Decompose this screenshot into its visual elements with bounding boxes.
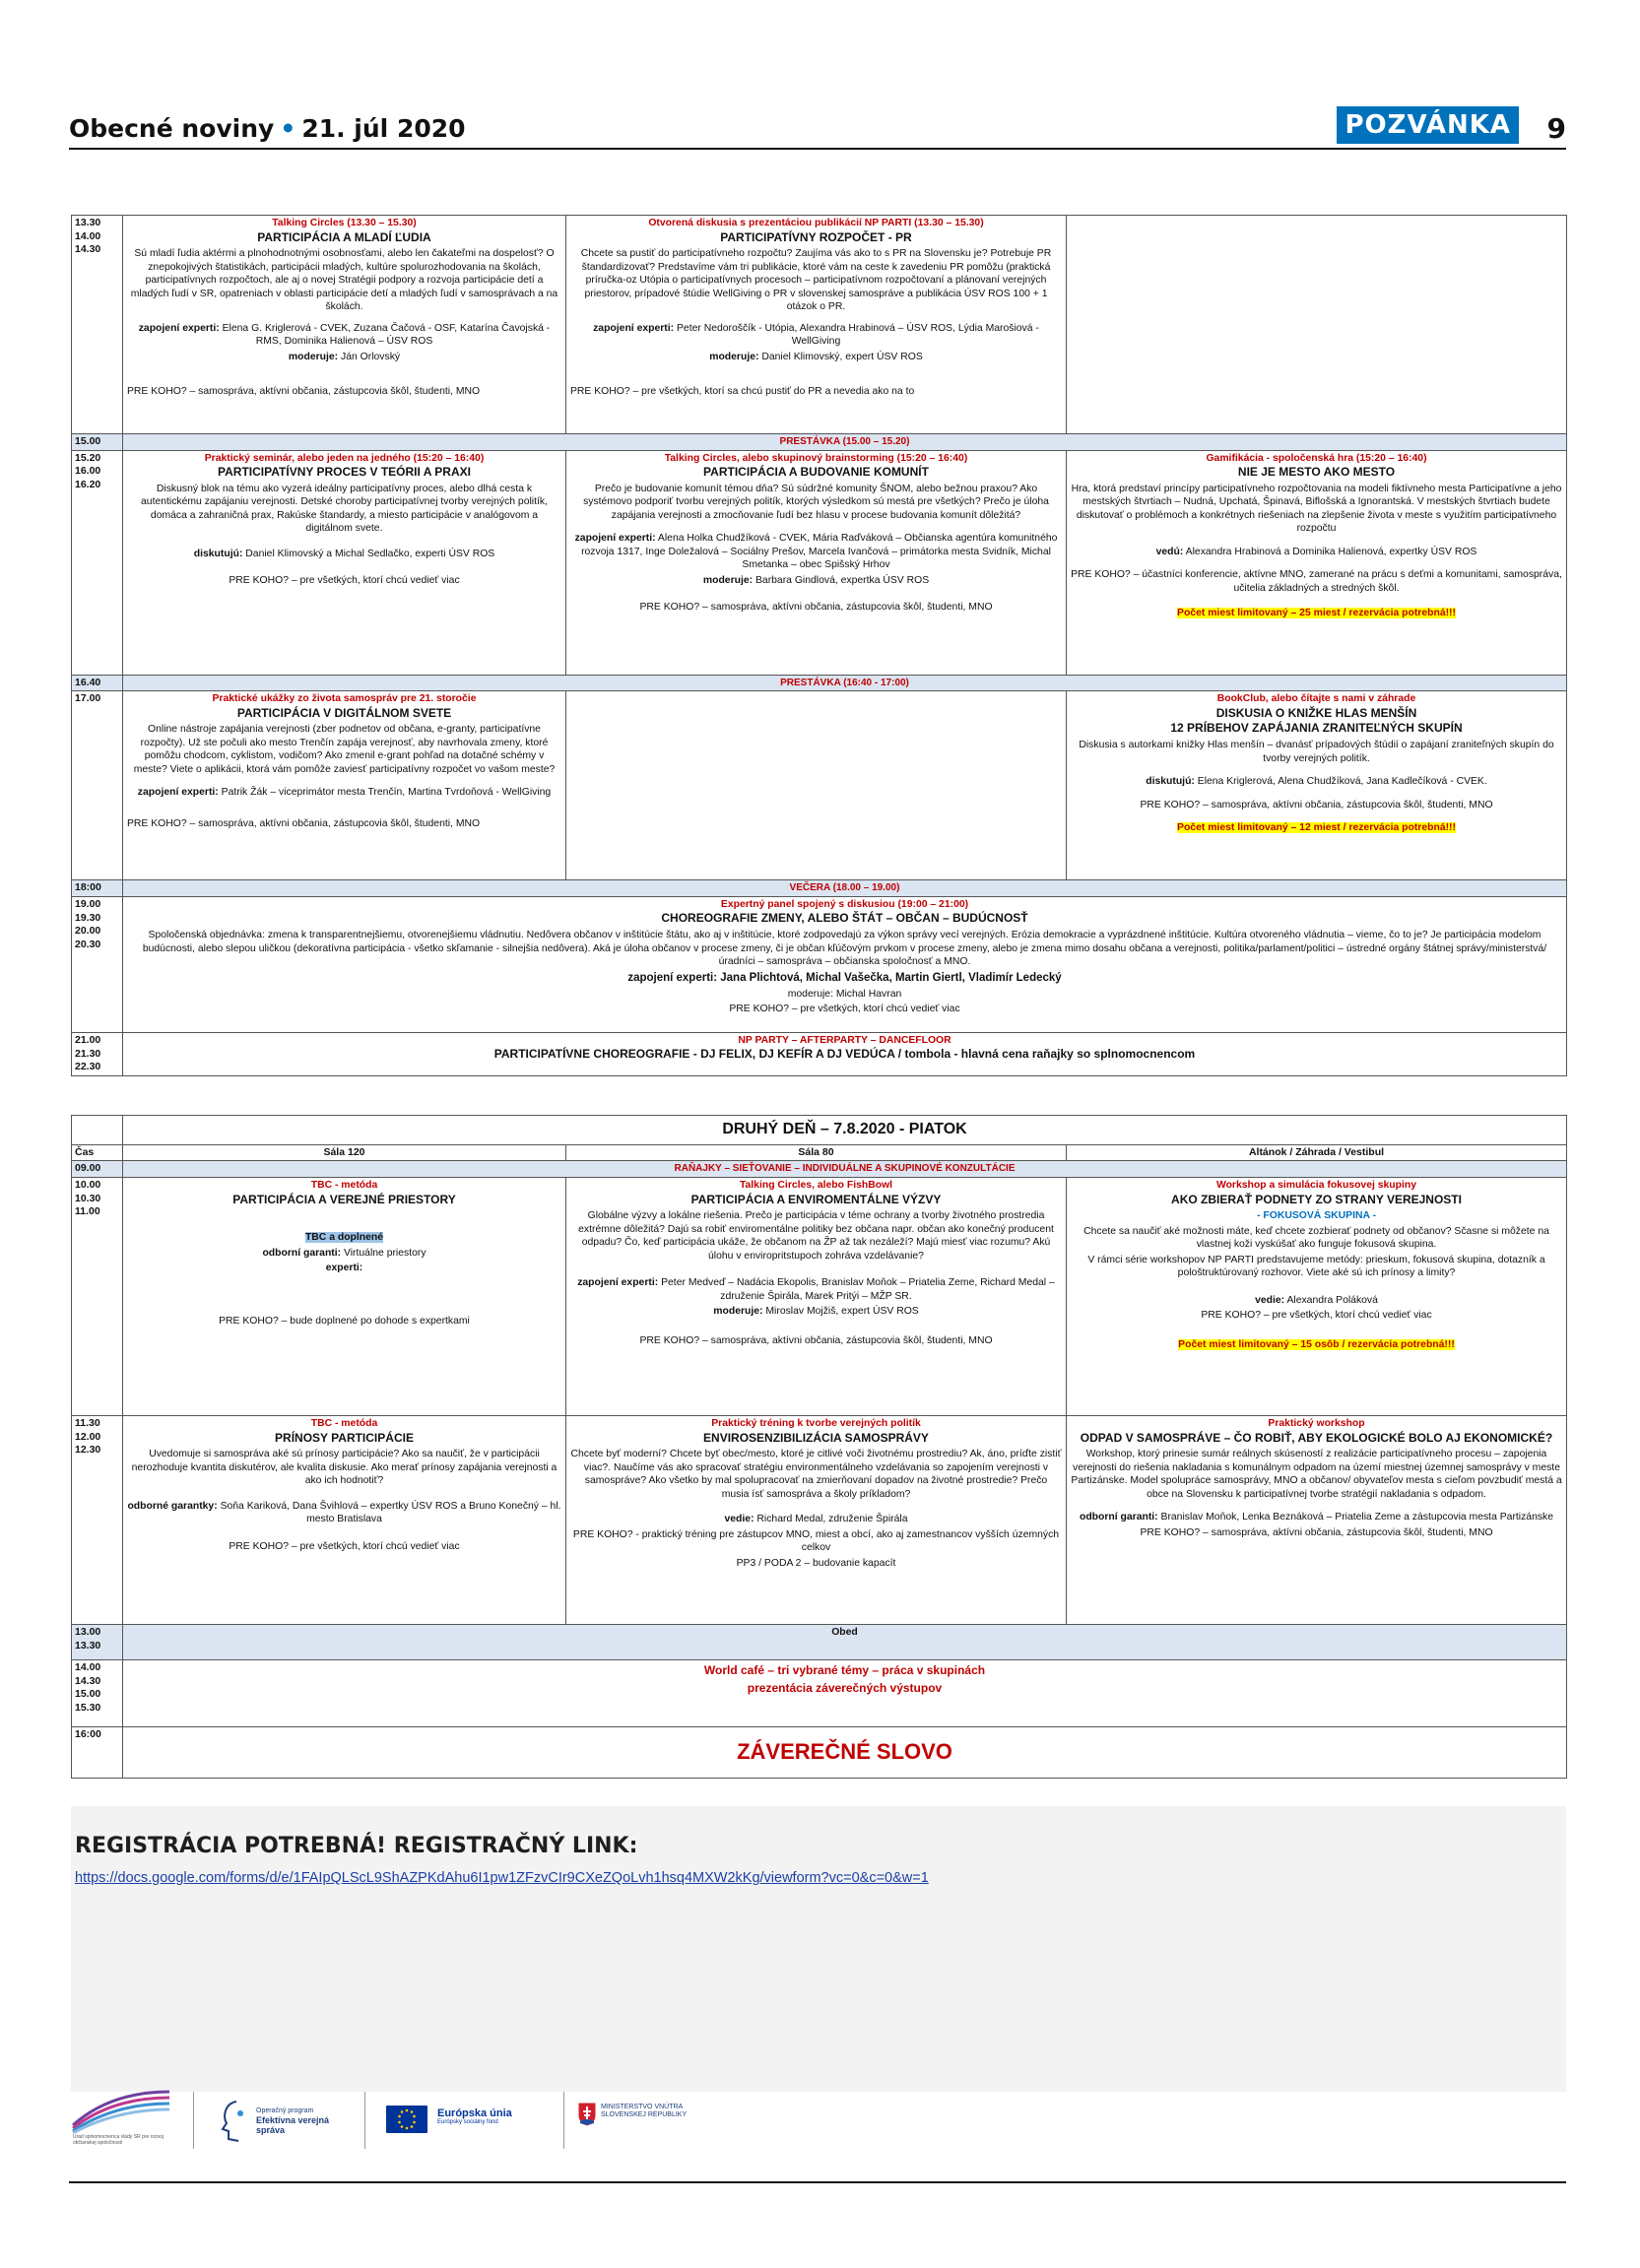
session-cell — [123, 896, 1567, 1032]
session-audience: PRE KOHO? – pre všetkých, ktorí chcú vedieť viac — [229, 575, 460, 587]
break-row — [72, 675, 1567, 691]
session-audience: PRE KOHO? – samospráva, aktívni občania, zástupcovia škôl, študenti, MNO — [127, 386, 481, 398]
session-cell: Workshop a simulácia fokusovej skupiny AKO ZBIERAŤ PODNETY ZO STRANY VEREJNOSTI - FOKUSOVÁ SKUPINA - Chcete sa naučiť aké možnosti máte, keď chcete zozbierať podnety od občanov? Sčasne si môžete na vlastnej koži vyskúšať ako funguje fokusová skupina. V rámci série workshopov NP PARTI predstavujeme metódy: prieskum, fokusová skupina, dotazník a pološtruktúrovaný rozhovor. Viete aké sú ich prínosy a limity? vedie: Alexandra Poláková PRE KOHO? – pre všetkých, ktorí chcú vedieť viac Počet miest limitovaný – 15 osôb / rezervácia potrebná!!! — [1067, 1178, 1567, 1416]
program-row — [72, 896, 1567, 1032]
session-format: Expertný panel spojený s diskusiou (19:00 – 21:00) — [720, 898, 969, 910]
session-subtitle: 12 PRÍBEHOV ZAPÁJANIA ZRANITEĽNÝCH SKUPÍN — [1170, 721, 1463, 736]
session-title: AKO ZBIERAŤ PODNETY ZO STRANY VEREJNOSTI — [1171, 1192, 1462, 1206]
tbc-note: TBC a doplnené — [304, 1232, 384, 1244]
session-audience: PRE KOHO? – pre všetkých, ktorí sa chcú pustiť do PR a nevedia ako na to — [570, 386, 915, 398]
masthead — [69, 106, 1566, 150]
session-title: PARTICIPATÍVNY PROCES V TEÓRII A PRAXI — [218, 465, 471, 480]
session-format: Praktický seminár, alebo jeden na jedného (15:20 – 16:40) — [204, 452, 485, 464]
session-subtitle: prezentácia záverečných výstupov — [747, 1680, 943, 1695]
break-label: PRESTÁVKA (15.00 – 15.20) — [123, 434, 1567, 451]
session-audience: PRE KOHO? – účastníci konferencie, aktívne MNO, zamerané na prácu s deťmi a komunitami, samospráva, učitelia základných a stredných škôl. — [1071, 569, 1562, 594]
session-moderator: Daniel Klimovský, expert ÚSV ROS — [761, 351, 923, 362]
break-row — [72, 1625, 1567, 1660]
session-description: Chcete byť moderní? Chcete byť obec/mesto, ktoré je citlivé voči životnému prostrediu? Ak, áno, príďte zistiť viac?. Naučíme vás ako spracovať stratégiu environmentálneho vzdelávania so zapojením verejnosti v samospráve? Ako všetko by mal spolupracovať na zmierňovaní dopadov na životné prostredie? Prečo musia ísť samospráva a školy príkladom? — [570, 1449, 1062, 1500]
break-label: VEČERA (18.00 – 19.00) — [123, 880, 1567, 897]
break-row — [72, 880, 1567, 897]
time-cell: 15.20 16.00 16.20 — [72, 450, 123, 675]
session-description: Spoločenská objednávka: zmena k transparentnejšiemu, otvorenejšiemu vládnutiu. Nedôvera občanov v inštitúcie štátu, ako aj v inštitúcie, ktoré zodpovedajú za výkon správy vecí verejných. Erózia demokracie a vyprázdnené inštitúcie. Kultúra otvoreného vládnutia – vieme, čo to je? Je participácia modelom budúcnosti, alebo slepou uličkou (dekoratívna participácia - všetko skľamanie - silnejšia nedôvera). Aká je úloha občanov v procese zmeny, či je občan kľúčovým prvkom v procese zmeny, alebo je zmena mimo dosahu občana a verejnosti, politika/parlament/politici – ústredné orgány štátnej správy/ministerstvá/úradníci – samospráva – občianska spoločnosť a MNO. — [142, 930, 1547, 968]
session-moderator: moderuje: Michal Havran — [787, 988, 902, 1000]
session-format: NP PARTY – AFTERPARTY – DANCEFLOOR — [738, 1034, 951, 1046]
session-cell: Talking Circles (13.30 – 15.30) PARTICIPÁCIA A MLADÍ ĽUDIA Sú mladí ľudia aktérmi a plnohodnotnými osobnosťami, alebo len čakateľmi na dospelosť? O znepokojivých štatistikách, participácii mladých, kultúre spolurozhodovania na školách, participatívnych rozpočtoch, ale aj o novej Stratégii podpory a rozvoja participácie detí a mladých ľudí v SR, opatreniach v oblasti participácie detí a mladých ľudí v samosprávach a na školách. zapojení experti: Elena G. Kriglerová - CVEK, Zuzana Čačová - OSF, Katarína Čavojská - RMS, Dominika Halienová – ÚSV ROS moderuje: Ján Orlovský PRE KOHO? – samospráva, aktívni občania, zástupcovia škôl, študenti, MNO — [123, 216, 566, 434]
session-note: PP3 / PODA 2 – budovanie kapacít — [736, 1557, 896, 1569]
session-cell: Talking Circles, alebo FishBowl PARTICIPÁCIA A ENVIROMENTÁLNE VÝZVY Globálne výzvy a lokálne riešenia. Prečo je participácia v téme ochrany a tvorby životného prostredia extrémne dôležitá? Dajú sa robiť enviromentálne politiky bez občana napr. občan ako konečný producent odpadu? Čo, keď participácia ukáže, že občanom na ŽP až tak nezáleží? Majú miesť viac rozumu? Akú úlohu v enviropritstupoch zohráva vzdelávanie? zapojení experti: Peter Medveď – Nadácia Ekopolis, Branislav Moňok – Priatelia Zeme, Richard Medal – združenie Špirála, Marek Pritýi – MŽP SR. moderuje: Miroslav Mojžiš, expert ÚSV ROS PRE KOHO? – samospráva, aktívni občania, zástupcovia škôl, študenti, MNO — [566, 1178, 1067, 1416]
session-title: PARTICIPÁCIA A MLADÍ ĽUDIA — [257, 229, 431, 244]
session-moderator: Barbara Gindlová, expertka ÚSV ROS — [754, 574, 930, 586]
session-cell: Praktické ukážky zo života samospráv pre 21. storočie PARTICIPÁCIA V DIGITÁLNOM SVETE Online nástroje zapájania verejnosti (zber podnetov od občana, e-granty, participatívne rozpočty). Už ste počuli ako mesto Trenčín zapája verejnosť, aby navrhovala zmeny, ktoré pomôžu chodcom, cyklistom, vodičom? Ako zmenil e-grant pohľad na dotačné schémy v meste? Viete o aplikácii, ktorá vám pomôže zaviesť participatívny rozpočet vo vašom meste? zapojení experti: Patrik Žák – viceprimátor mesta Trenčín, Martina Tvrdoňová - WellGiving PRE KOHO? – samospráva, aktívni občania, zástupcovia škôl, študenti, MNO — [123, 691, 566, 880]
time-cell: 16:00 — [72, 1727, 123, 1779]
session-cell: TBC - metóda PARTICIPÁCIA A VEREJNÉ PRIESTORY TBC a doplnené odborní garanti: Virtuálne priestory experti: PRE KOHO? – bude doplnené po dohode s expertkami — [123, 1178, 566, 1416]
empty-cell — [566, 691, 1067, 880]
session-cell — [123, 1660, 1567, 1727]
session-guarantors: Branislav Moňok, Lenka Beznáková – Priatelia Zeme a zástupcovia mesta Partizánske — [1160, 1512, 1554, 1523]
time-cell: 13.30 14.00 14.30 — [72, 216, 123, 434]
session-guarantors: Virtuálne priestory — [343, 1247, 426, 1259]
session-experts: Alexandra Poláková — [1286, 1294, 1378, 1306]
logo-divider — [364, 2092, 365, 2149]
session-cell: Gamifikácia - spoločenská hra (15:20 – 16:40) NIE JE MESTO AKO MESTO Hra, ktorá predstaví princípy participatívneho rozpočtovania na modeli fiktívneho mesta Participatívne a jeho mestských štvrtiach – Nudná, Upchatá, Špinavá, Biflošská a Ignorantská. V mestských štvrtiach budete diskutovať o problémoch a konkrétnych riešeniach na zlepšenie života v meste s využitím participatívneho rozpočtu vedú: Alexandra Hrabinová a Dominika Halienová, expertky ÚSV ROS PRE KOHO? – účastníci konferencie, aktívne MNO, zamerané na prácu s deťmi a komunitami, samospráva, učitelia základných a stredných škôl. Počet miest limitovaný – 25 miest / rezervácia potrebná!!! — [1067, 450, 1567, 675]
session-subtitle: - FOKUSOVÁ SKUPINA - — [1257, 1210, 1376, 1222]
time-cell: 14.00 14.30 15.00 15.30 — [72, 1660, 123, 1727]
session-format: Workshop a simulácia fokusovej skupiny — [1215, 1180, 1417, 1191]
partner-logos — [71, 2086, 1056, 2165]
session-format: TBC - metóda — [310, 1418, 378, 1429]
column-header-row — [72, 1144, 1567, 1161]
footer-rule — [69, 2181, 1566, 2183]
session-cell: BookClub, alebo čítajte s nami v záhrade DISKUSIA O KNIŽKE HLAS MENŠÍN 12 PRÍBEHOV ZAPÁJANIA ZRANITEĽNÝCH SKUPÍN Diskusia s autorkami knižky Hlas menšín – dvanásť prípadových štúdií o zapájaní zraniteľných skupín do tvorby verejných politík. diskutujú: Elena Kriglerová, Alena Chudžíková, Jana Kadlečíková - CVEK. PRE KOHO? – samospráva, aktívni občania, zástupcovia škôl, študenti, MNO Počet miest limitovaný – 12 miest / rezervácia potrebná!!! — [1067, 691, 1567, 880]
logo-divider — [193, 2092, 194, 2149]
session-format: Otvorená diskusia s prezentáciou publikácií NP PARTI (13.30 – 15.30) — [648, 218, 984, 228]
session-experts: zapojení experti: Jana Plichtová, Michal Vašečka, Martin Giertl, Vladimír Ledecký — [627, 971, 1062, 984]
session-description: Online nástroje zapájania verejnosti (zber podnetov od občana, e-granty, participatívne rozpočty). Už ste počuli ako mesto Trenčín zapája verejnosť, aby navrhovala zmeny, ktoré pomôžu chodcom, cyklistom, vodičom? Ako zmenil e-grant pohľad na dotačné schémy v meste? Viete o aplikácii, ktorá vám pomôže zaviesť participatívny rozpočet vo vašom meste? — [133, 724, 556, 775]
closing-title: ZÁVEREČNÉ SLOVO — [737, 1739, 952, 1764]
session-title: PRÍNOSY PARTICIPÁCIE — [275, 1430, 414, 1445]
session-description: Workshop, ktorý prinesie sumár reálnych skúseností z realizácie participatívneho procesu – zapojenia verejnosti do riešenia nakladania s komunálnym odpadom na území miestnej územnej samosprávy v meste Partizánske. Model spolupráce samosprávy, MNO a občanov/ obyvateľov mesta s cieľom povzbudiť mestá a obce na Slovensku k participatívnej tvorbe stratégií nakladania s odpadom. — [1071, 1449, 1562, 1500]
session-audience: PRE KOHO? – bude doplnené po dohode s expertkami — [219, 1315, 470, 1327]
program-row — [72, 1416, 1567, 1625]
program-row — [72, 1178, 1567, 1416]
program-row — [72, 1032, 1567, 1075]
session-description: Prečo je budovanie komunít témou dňa? Sú súdržné komunity ŠNOM, alebo bežnou praxou? Ako systémovo podporiť tvorbu verejných politík, ktorých výsledkom sú mestá pre všetkých? Prečo je úloha zapájania verejnosti a zmocňovanie ľudí bez hlasu v procese budovania komunít dôležitá? — [583, 483, 1049, 521]
session-audience: PRE KOHO? - praktický tréning pre zástupcov MNO, miest a obcí, ako aj zamestnancov vyšších územných celkov — [572, 1528, 1060, 1554]
profile-icon — [217, 2098, 252, 2147]
column-header: Sála 120 — [123, 1144, 566, 1161]
session-description: Chcete sa pustiť do participatívneho rozpočtu? Zaujíma vás ako to s PR na Slovensku je? Potrebuje PR štandardizovať? Predstavíme vám tri publikácie, ktoré vám na ceste k zavedeniu PR pomôžu (praktická príručka-oz Utópia o participatívnych procesoch – participatívnom rozpočtovaní a plánovaní verejných priestorov, prípadové štúdie WellGiving o PR v slovenskej samospráve a publikácia ÚSV ROS 100 + 1 otázok o PR. — [580, 248, 1052, 313]
session-description: Hra, ktorá predstaví princípy participatívneho rozpočtovania na modeli fiktívneho mesta Participatívne a jeho mestských štvrtiach – Nudná, Upchatá, Špinavá, Biflošská a Ignorantská. V mestských štvrtiach budete diskutovať o problémoch a konkrétnych riešeniach na zlepšenie života v meste s využitím participatívneho rozpočtu — [1071, 483, 1562, 535]
page-number: 9 — [1546, 112, 1566, 145]
session-experts: Elena Kriglerová, Alena Chudžíková, Jana Kadlečíková - CVEK. — [1197, 776, 1487, 788]
session-cell: Praktický tréning k tvorbe verejných politík ENVIROSENZIBILIZÁCIA SAMOSPRÁVY Chcete byť moderní? Chcete byť obec/mesto, ktoré je citlivé voči životnému prostrediu? Ak, áno, príďte zistiť viac?. Naučíme vás ako spracovať stratégiu environmentálneho vzdelávania so zapojením verejnosti v samospráve? Ako všetko by mal spolupracovať na zmierňovaní dopadov na životné prostredie? Prečo musia ísť samospráva a školy príkladom? vedie: Richard Medal, združenie Špirála PRE KOHO? - praktický tréning pre zástupcov MNO, miest a obcí, ako aj zamestnancov vyšších územných celkov PP3 / PODA 2 – budovanie kapacít — [566, 1416, 1067, 1625]
break-row — [72, 1161, 1567, 1178]
registration-link[interactable]: https://docs.google.com/forms/d/e/1FAIpQLScL9ShAZPKdAhu6I1pw1ZFzvCIr9CXeZQoLvh1hsq4MXW2kKg/viewform?vc=0&c=0&w=1 — [75, 1870, 929, 1886]
session-title: DISKUSIA O KNIŽKE HLAS MENŠÍN — [1215, 705, 1417, 720]
session-experts: Alexandra Hrabinová a Dominika Halienová, expertky ÚSV ROS — [1185, 546, 1477, 557]
session-format: Talking Circles (13.30 – 15.30) — [272, 218, 417, 228]
issue-date: 21. júl 2020 — [301, 114, 466, 143]
usvros-logo: Úrad splnomocnenca vlády SR pre rozvoj občianskej spoločnosti — [71, 2086, 179, 2155]
time-cell: 10.00 10.30 11.00 — [72, 1178, 123, 1416]
column-header: Altánok / Záhrada / Vestibul — [1067, 1144, 1567, 1161]
session-experts: Peter Nedoroščík - Utópia, Alexandra Hrabinová – ÚSV ROS, Lýdia Marošiová - WellGiving — [677, 322, 1039, 348]
session-audience: PRE KOHO? – samospráva, aktívni občania, zástupcovia škôl, študenti, MNO — [639, 602, 993, 614]
session-audience: PRE KOHO? – pre všetkých, ktorí chcú vedieť viac — [229, 1540, 460, 1552]
session-description: Sú mladí ľudia aktérmi a plnohodnotnými osobnosťami, alebo len čakateľmi na dospelosť? O znepokojivých štatistikách, participácii mladých, kultúre spolurozhodovania na školách, participatívnych rozpočtoch, ale aj o novej Stratégii podpory a rozvoja participácie detí a mladých ľudí v SR, opatreniach v oblasti participácie detí a mladých ľudí v samosprávach a na školách. — [130, 248, 558, 313]
time-cell: 19.00 19.30 20.00 20.30 — [72, 896, 123, 1032]
wave-icon — [71, 2086, 174, 2133]
capacity-note: Počet miest limitovaný – 25 miest / rezervácia potrebná!!! — [1177, 608, 1456, 619]
column-header: Čas — [72, 1144, 123, 1161]
logo-divider — [563, 2092, 564, 2149]
session-format: TBC - metóda — [310, 1180, 378, 1191]
session-format: Talking Circles, alebo skupinový brainstorming (15:20 – 16:40) — [664, 452, 968, 464]
session-title: ODPAD V SAMOSPRÁVE – ČO ROBIŤ, ABY EKOLOGICKÉ BOLO AJ EKONOMICKÉ? — [1080, 1430, 1553, 1445]
empty-cell — [72, 1115, 123, 1144]
session-experts: Daniel Klimovský a Michal Sedlačko, experti ÚSV ROS — [245, 548, 495, 559]
time-cell: 13.00 13.30 — [72, 1625, 123, 1660]
day-title: DRUHÝ DEŇ – 7.8.2020 - PIATOK — [123, 1115, 1567, 1144]
registration-section — [71, 1806, 1566, 2092]
break-row — [72, 434, 1567, 451]
time-cell: 15.00 — [72, 434, 123, 451]
break-label: PRESTÁVKA (16:40 - 17:00) — [123, 675, 1567, 691]
coat-of-arms-icon — [577, 2102, 597, 2127]
session-experts: Richard Medal, združenie Špirála — [756, 1514, 908, 1525]
session-title: PARTICIPÁCIA V DIGITÁLNOM SVETE — [236, 705, 452, 720]
session-experts: Elena G. Kriglerová - CVEK, Zuzana Čačová - OSF, Katarína Čavojská - RMS, Dominika Halienová – ÚSV ROS — [222, 322, 551, 348]
break-label: RAŇAJKY – SIEŤOVANIE – INDIVIDUÁLNE A SKUPINOVÉ KONZULTÁCIE — [123, 1161, 1567, 1178]
session-experts: Alena Holka Chudžíková - CVEK, Mária Raďváková – Občianska agentúra komunitného rozvoja 1317, Inge Doležalová – Sociálny Prešov, Marcela Ivančová – primátorka mesta Svidník, Michal Smetanka – obec Spišský Hrhov — [581, 533, 1058, 571]
program-table — [71, 215, 1567, 1779]
session-cell: Praktický seminár, alebo jeden na jedného (15:20 – 16:40) PARTICIPATÍVNY PROCES V TEÓRII A PRAXI Diskusný blok na tému ako vyzerá ideálny participatívny proces, alebo dlhá cesta k autentickému zapájaniu verejnosti. Detské choroby participatívnej tvorby verejných politík, domáca a zahraničná prax, Rakúske štandardy, a miesto participácie v analógovom a digitálnom svete. diskutujú: Daniel Klimovský a Michal Sedlačko, experti ÚSV ROS PRE KOHO? – pre všetkých, ktorí chcú vedieť viac — [123, 450, 566, 675]
session-title: PARTICIPATÍVNY ROZPOČET - PR — [720, 229, 912, 244]
oppevs-logo: Operačný program Efektívna verejná správa — [217, 2086, 345, 2155]
newspaper-name: Obecné noviny — [69, 114, 275, 143]
session-audience: PRE KOHO? – samospráva, aktívni občania, zástupcovia škôl, študenti, MNO — [1140, 799, 1493, 810]
session-title: PARTICIPATÍVNE CHOREOGRAFIE - DJ FELIX, DJ KEFÍR A DJ VEDÚCA / tombola - hlavná cena raňajky so splnomocnencom — [493, 1047, 1196, 1062]
session-moderator: Ján Orlovský — [341, 351, 401, 362]
session-cell — [123, 1727, 1567, 1779]
session-cell: Talking Circles, alebo skupinový brainstorming (15:20 – 16:40) PARTICIPÁCIA A BUDOVANIE KOMUNÍT Prečo je budovanie komunít témou dňa? Sú súdržné komunity ŠNOM, alebo bežnou praxou? Ako systémovo podporiť tvorbu verejných politík, ktorých výsledkom sú mestá pre všetkých? Prečo je úloha zapájania verejnosti a zmocňovanie ľudí bez hlasu v procese budovania komunít dôležitá? zapojení experti: Alena Holka Chudžíková - CVEK, Mária Raďváková – Občianska agentúra komunitného rozvoja 1317, Inge Doležalová – Sociálny Prešov, Marcela Ivančová – primátorka mesta Svidník, Michal Smetanka – obec Spišský Hrhov moderuje: Barbara Gindlová, expertka ÚSV ROS PRE KOHO? – samospráva, aktívni občania, zástupcovia škôl, študenti, MNO — [566, 450, 1067, 675]
time-cell: 21.00 21.30 22.30 — [72, 1032, 123, 1075]
session-title: World café – tri vybrané témy – práca v skupinách — [703, 1663, 986, 1677]
session-format: Talking Circles, alebo FishBowl — [739, 1180, 893, 1191]
time-cell: 09.00 — [72, 1161, 123, 1178]
time-cell: 18:00 — [72, 880, 123, 897]
session-description: Globálne výzvy a lokálne riešenia. Prečo je participácia v téme ochrany a tvorby životného prostredia extrémne dôležitá? Dajú sa robiť enviromentálne politiky bez občana napr. občan ako konečný producent odpadu? Čo, keď participácia ukáže, že občanom na ŽP až tak nezáleží? Majú miesť viac rozumu? Akú úlohu v enviropritstupoch zohráva vzdelávanie? — [578, 1210, 1054, 1262]
section-badge: POZVÁNKA — [1337, 106, 1519, 144]
session-audience: PRE KOHO? – pre všetkých, ktorí chcú vedieť viac — [729, 1004, 960, 1015]
time-cell: 11.30 12.00 12.30 — [72, 1416, 123, 1625]
capacity-note: Počet miest limitovaný – 15 osôb / rezervácia potrebná!!! — [1178, 1338, 1455, 1350]
session-cell: Praktický workshop ODPAD V SAMOSPRÁVE – ČO ROBIŤ, ABY EKOLOGICKÉ BOLO AJ EKONOMICKÉ? Workshop, ktorý prinesie sumár reálnych skúseností z realizácie participatívneho procesu – zapojenia verejnosti do riešenia nakladania s komunálnym odpadom na území miestnej územnej samosprávy v meste Partizánske. Model spolupráce samosprávy, MNO a občanov/ obyvateľov mesta s cieľom povzbudiť mestá a obce na Slovensku k participatívnej tvorbe stratégií nakladania s odpadom. odborní garanti: Branislav Moňok, Lenka Beznáková – Priatelia Zeme a zástupcovia mesta Partizánske PRE KOHO? – samospráva, aktívni občania, zástupcovia škôl, študenti, MNO — [1067, 1416, 1567, 1625]
program-row — [72, 216, 1567, 434]
masthead-title — [69, 114, 466, 143]
session-title: ENVIROSENZIBILIZÁCIA SAMOSPRÁVY — [703, 1430, 929, 1445]
session-format: Praktické ukážky zo života samospráv pre 21. storočie — [212, 693, 477, 705]
session-format: Praktický workshop — [1268, 1418, 1365, 1429]
session-description: Chcete sa naučiť aké možnosti máte, keď chcete zozbierať podnety od občanov? Sčasne si môžete na vlastnej koži vyskúšať ako funguje fokusová skupina. — [1083, 1225, 1549, 1251]
session-format: Praktický tréning k tvorbe verejných politík — [711, 1418, 921, 1429]
program-row — [72, 1727, 1567, 1779]
session-title: CHOREOGRAFIE ZMENY, ALEBO ŠTÁT – OBČAN – BUDÚCNOSŤ — [661, 911, 1028, 926]
time-cell: 16.40 — [72, 675, 123, 691]
table-gap — [72, 1075, 1567, 1115]
ministry-logo: MINISTERSTVO VNÚTRA SLOVENSKEJ REPUBLIKY — [573, 2086, 731, 2155]
session-title: NIE JE MESTO AKO MESTO — [1237, 465, 1396, 480]
session-description-2: V rámci série workshopov NP PARTI predstavujeme metódy: prieskum, fokusová skupina, dotazník a pološtruktúrovaný rozhovor. Viete aké sú ich prínosy a limity? — [1087, 1254, 1545, 1279]
registration-title: REGISTRÁCIA POTREBNÁ! REGISTRAČNÝ LINK: — [75, 1834, 638, 1858]
session-audience: PRE KOHO? – samospráva, aktívni občania, zástupcovia škôl, študenti, MNO — [127, 817, 481, 829]
day-header-row — [72, 1115, 1567, 1144]
session-moderator: Miroslav Mojžiš, expert ÚSV ROS — [765, 1306, 919, 1318]
session-description: Uvedomuje si samospráva aké sú prínosy participácie? Ako sa naučiť, že v participácii nerozhoduje kvantita diskutérov, ale kvalita diskusie. Ako merať prínosy zapájania verejnosti a ako ich hodnotiť? — [131, 1449, 558, 1487]
session-format: BookClub, alebo čítajte s nami v záhrade — [1216, 693, 1416, 705]
session-title: PARTICIPÁCIA A ENVIROMENTÁLNE VÝZVY — [690, 1192, 942, 1206]
session-cell: TBC - metóda PRÍNOSY PARTICIPÁCIE Uvedomuje si samospráva aké sú prínosy participácie? Ako sa naučiť, že v participácii nerozhoduje kvantita diskutérov, ale kvalita diskusie. Ako merať prínosy zapájania verejnosti a ako ich hodnotiť? odborné garantky: Soňa Kariková, Dana Švihlová – expertky ÚSV ROS a Bruno Konečný – hl. mesto Bratislava PRE KOHO? – pre všetkých, ktorí chcú vedieť viac — [123, 1416, 566, 1625]
empty-cell — [1067, 216, 1567, 434]
column-header: Sála 80 — [566, 1144, 1067, 1161]
time-cell: 17.00 — [72, 691, 123, 880]
eu-flag-icon — [386, 2106, 427, 2133]
break-label: Obed — [123, 1625, 1567, 1660]
session-cell — [123, 1032, 1567, 1075]
program-row — [72, 450, 1567, 675]
session-experts: Patrik Žák – viceprimátor mesta Trenčín, Martina Tvrdoňová - WellGiving — [221, 787, 552, 799]
session-audience: PRE KOHO? – samospráva, aktívni občania, zástupcovia škôl, študenti, MNO — [639, 1334, 993, 1346]
capacity-note: Počet miest limitovaný – 12 miest / rezervácia potrebná!!! — [1177, 822, 1456, 834]
session-description: Diskusný blok na tému ako vyzerá ideálny participatívny proces, alebo dlhá cesta k autentickému zapájaniu verejnosti. Detské choroby participatívnej tvorby verejných politík, domáca a zahraničná prax, Rakúske štandardy, a miesto participácie v analógovom a digitálnom svete. — [141, 483, 548, 535]
bullet-icon: • — [280, 114, 296, 143]
session-audience: PRE KOHO? – samospráva, aktívni občania, zástupcovia škôl, študenti, MNO — [1140, 1526, 1493, 1538]
session-audience: PRE KOHO? – pre všetkých, ktorí chcú vedieť viac — [1201, 1310, 1432, 1322]
session-guarantors: Soňa Kariková, Dana Švihlová – expertky ÚSV ROS a Bruno Konečný – hl. mesto Bratislava — [220, 1500, 561, 1525]
session-title: PARTICIPÁCIA A VEREJNÉ PRIESTORY — [232, 1192, 456, 1206]
header-rule — [69, 148, 1566, 150]
session-title: PARTICIPÁCIA A BUDOVANIE KOMUNÍT — [703, 465, 929, 480]
session-experts: Peter Medveď – Nadácia Ekopolis, Branislav Moňok – Priatelia Zeme, Richard Medal – združenie Špirála, Marek Pritýi – MŽP SR. — [661, 1277, 1055, 1302]
program-row — [72, 691, 1567, 880]
program-row — [72, 1660, 1567, 1727]
session-description: Diskusia s autorkami knižky Hlas menšín – dvanásť prípadových štúdií o zapájaní zraniteľných skupín do tvorby verejných politík. — [1079, 739, 1554, 764]
session-cell: Otvorená diskusia s prezentáciou publikácií NP PARTI (13.30 – 15.30) PARTICIPATÍVNY ROZPOČET - PR Chcete sa pustiť do participatívneho rozpočtu? Zaujíma vás ako to s PR na Slovensku je? Potrebuje PR štandardizovať? Predstavíme vám tri publikácie, ktoré vám na ceste k zavedeniu PR pomôžu (praktická príručka-oz Utópia o participatívnych procesoch – participatívnom rozpočtovaní a plánovaní verejných priestorov, prípadové štúdie WellGiving o PR v slovenskej samospráve a publikácia ÚSV ROS 100 + 1 otázok o PR. zapojení experti: Peter Nedoroščík - Utópia, Alexandra Hrabinová – ÚSV ROS, Lýdia Marošiová - WellGiving moderuje: Daniel Klimovský, expert ÚSV ROS PRE KOHO? – pre všetkých, ktorí sa chcú pustiť do PR a nevedia ako na to — [566, 216, 1067, 434]
eu-logo: Európska únia Európsky sociálny fond — [386, 2086, 554, 2155]
session-format: Gamifikácia - spoločenská hra (15:20 – 16:40) — [1206, 452, 1427, 464]
